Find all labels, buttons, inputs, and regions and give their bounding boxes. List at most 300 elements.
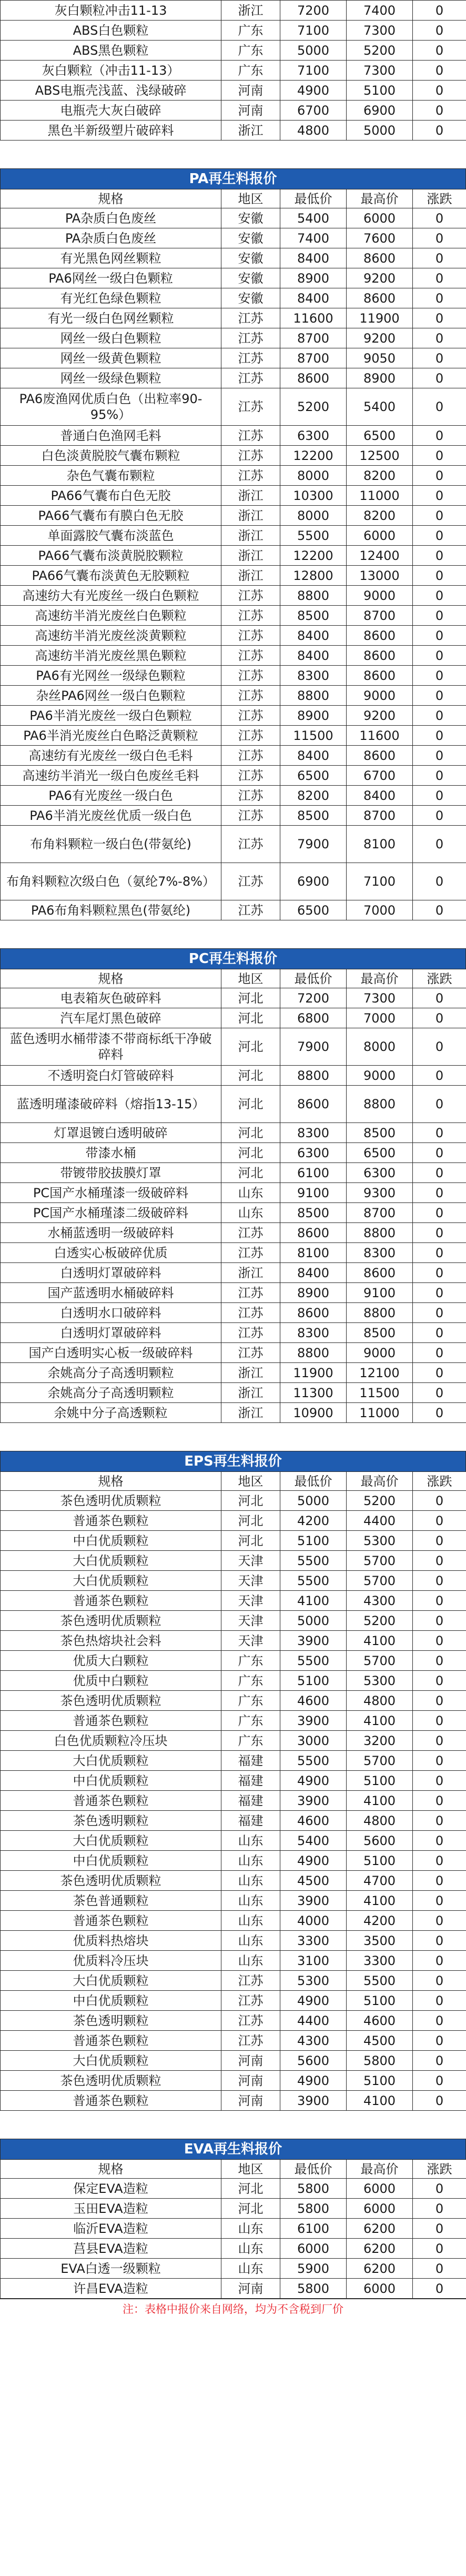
region-cell: 山东 [221,2259,280,2279]
min-price-cell: 9100 [280,1183,347,1203]
max-price-cell: 8200 [347,466,413,486]
region-cell: 江苏 [221,900,280,920]
max-price-cell: 8600 [347,248,413,268]
table-row [1,1571,466,1591]
table-row [1,81,466,101]
table-row [1,1791,466,1811]
min-price-cell: 8800 [280,1066,347,1086]
change-cell: 0 [413,426,466,446]
spec-cell: 高速纺大有光废丝一级白色颗粒 [1,586,221,606]
table-row [1,506,466,526]
max-price-cell: 6000 [347,2279,413,2299]
min-price-cell: 8700 [280,328,347,348]
max-price-cell: 5700 [347,1651,413,1671]
min-price-cell: 8700 [280,348,347,368]
change-cell: 0 [413,1086,466,1123]
table-row [1,1143,466,1163]
change-cell: 0 [413,388,466,426]
region-cell: 河北 [221,2179,280,2199]
min-price-cell: 8500 [280,1203,347,1223]
min-price-cell: 4300 [280,2031,347,2051]
max-price-cell: 8700 [347,806,413,826]
table-header-row [1,189,466,208]
spec-cell: 大白优质颗粒 [1,1551,221,1571]
table-row [1,806,466,826]
table-row [1,61,466,81]
region-cell: 河南 [221,81,280,101]
table-row [1,1511,466,1531]
min-price-cell: 4000 [280,1911,347,1931]
max-price-cell: 4800 [347,1691,413,1711]
section-title: PC再生料报价 [0,948,466,969]
spec-cell: 国产蓝透明水桶破碎料 [1,1283,221,1303]
region-cell: 江苏 [221,2011,280,2031]
table-row [1,368,466,388]
table-row [1,2219,466,2239]
max-price-cell: 6000 [347,2179,413,2199]
spec-cell: 有光红色绿色颗粒 [1,288,221,308]
min-price-cell: 6500 [280,900,347,920]
table-row [1,1163,466,1183]
table-row [1,1971,466,1991]
change-cell: 0 [413,1028,466,1066]
change-cell: 0 [413,506,466,526]
table-row [1,1631,466,1651]
max-price-cell: 8200 [347,506,413,526]
spec-cell: 优质料冷压块 [1,1951,221,1971]
region-cell: 山东 [221,2219,280,2239]
region-cell: 河南 [221,2279,280,2299]
price-section [0,0,466,141]
change-cell: 0 [413,2179,466,2199]
min-price-cell: 5900 [280,2259,347,2279]
min-price-cell: 8000 [280,466,347,486]
table-row [1,41,466,61]
column-header: 最高价 [347,189,413,208]
table-row [1,2239,466,2259]
change-cell: 0 [413,288,466,308]
min-price-cell: 5500 [280,1571,347,1591]
section-title: PA再生料报价 [0,168,466,189]
max-price-cell: 7100 [347,863,413,900]
max-price-cell: 6300 [347,1163,413,1183]
max-price-cell: 11600 [347,726,413,746]
spec-cell: 高速纺半消光废丝黑色颗粒 [1,646,221,666]
region-cell: 江苏 [221,646,280,666]
spec-cell: 茶色透明优质颗粒 [1,1691,221,1711]
region-cell: 山东 [221,1951,280,1971]
min-price-cell: 8400 [280,288,347,308]
spec-cell: 余姚中分子高透颗粒 [1,1403,221,1423]
table-row [1,121,466,141]
change-cell: 0 [413,1183,466,1203]
change-cell: 0 [413,2091,466,2111]
change-cell: 0 [413,586,466,606]
change-cell: 0 [413,1491,466,1511]
min-price-cell: 4600 [280,1811,347,1831]
table-row [1,446,466,466]
change-cell: 0 [413,208,466,228]
spec-cell: PA6有光废丝一级白色 [1,786,221,806]
region-cell: 山东 [221,1203,280,1223]
max-price-cell: 9000 [347,686,413,706]
max-price-cell: 8600 [347,666,413,686]
min-price-cell: 7900 [280,1028,347,1066]
min-price-cell: 7400 [280,228,347,248]
max-price-cell: 4100 [347,1791,413,1811]
region-cell: 浙江 [221,1383,280,1403]
column-header: 涨跌 [413,2160,466,2179]
table-row [1,1711,466,1731]
change-cell: 0 [413,1243,466,1263]
max-price-cell: 6700 [347,766,413,786]
table-row [1,348,466,368]
spec-cell: 电瓶壳大灰白破碎 [1,101,221,121]
table-row [1,228,466,248]
spec-cell: 大白优质颗粒 [1,1571,221,1591]
change-cell: 0 [413,1263,466,1283]
min-price-cell: 12200 [280,546,347,566]
change-cell: 0 [413,646,466,666]
min-price-cell: 5200 [280,388,347,426]
min-price-cell: 7200 [280,988,347,1008]
region-cell: 浙江 [221,486,280,506]
max-price-cell: 7000 [347,1008,413,1028]
min-price-cell: 5500 [280,1551,347,1571]
max-price-cell: 5100 [347,1771,413,1791]
max-price-cell: 5600 [347,1831,413,1851]
max-price-cell: 8800 [347,1303,413,1323]
section-spacer [0,1423,466,1451]
table-row [1,1203,466,1223]
region-cell: 江苏 [221,1243,280,1263]
max-price-cell: 11500 [347,1383,413,1403]
spec-cell: 白透明水口破碎料 [1,1303,221,1323]
spec-cell: 白透实心板破碎优质 [1,1243,221,1263]
min-price-cell: 5400 [280,208,347,228]
change-cell: 0 [413,746,466,766]
spec-cell: 高速纺有光废丝一级白色毛料 [1,746,221,766]
min-price-cell: 12800 [280,566,347,586]
column-header: 涨跌 [413,969,466,988]
section-spacer [0,141,466,168]
spec-cell: 白色淡黄脱胶气囊布颗粒 [1,446,221,466]
max-price-cell: 5200 [347,1491,413,1511]
min-price-cell: 5000 [280,1491,347,1511]
min-price-cell: 6000 [280,2239,347,2259]
table-row [1,988,466,1008]
region-cell: 山东 [221,1891,280,1911]
min-price-cell: 6300 [280,1143,347,1163]
min-price-cell: 8600 [280,368,347,388]
table-row [1,426,466,446]
region-cell: 江苏 [221,1283,280,1303]
max-price-cell: 6000 [347,208,413,228]
spec-cell: 普通茶色颗粒 [1,1791,221,1811]
change-cell: 0 [413,1343,466,1363]
spec-cell: 普通茶色颗粒 [1,1711,221,1731]
spec-cell: 保定EVA造粒 [1,2179,221,2199]
region-cell: 江苏 [221,586,280,606]
change-cell: 0 [413,446,466,466]
change-cell: 0 [413,1671,466,1691]
table-row [1,1731,466,1751]
spec-cell: PA6有光网丝一级绿色颗粒 [1,666,221,686]
change-cell: 0 [413,1771,466,1791]
column-header: 规格 [1,2160,221,2179]
region-cell: 河北 [221,1531,280,1551]
min-price-cell: 8400 [280,1263,347,1283]
region-cell: 江苏 [221,686,280,706]
table-row [1,686,466,706]
max-price-cell: 8600 [347,626,413,646]
max-price-cell: 6200 [347,2259,413,2279]
min-price-cell: 5600 [280,2051,347,2071]
max-price-cell: 5200 [347,1611,413,1631]
min-price-cell: 8900 [280,706,347,726]
section-title: EVA再生料报价 [0,2139,466,2159]
min-price-cell: 5800 [280,2179,347,2199]
change-cell: 0 [413,1143,466,1163]
spec-cell: EVA白透一级颗粒 [1,2259,221,2279]
change-cell: 0 [413,1991,466,2011]
change-cell: 0 [413,61,466,81]
region-cell: 天津 [221,1571,280,1591]
min-price-cell: 5800 [280,2279,347,2299]
spec-cell: PA杂质白色废丝 [1,208,221,228]
region-cell: 河北 [221,1123,280,1143]
max-price-cell: 4100 [347,1711,413,1731]
max-price-cell: 6900 [347,101,413,121]
table-row [1,1183,466,1203]
max-price-cell: 5700 [347,1551,413,1571]
spec-cell: 茶色透明颗粒 [1,2011,221,2031]
change-cell: 0 [413,546,466,566]
region-cell: 江苏 [221,626,280,646]
table-row [1,1403,466,1423]
change-cell: 0 [413,1223,466,1243]
max-price-cell: 5700 [347,1751,413,1771]
table-row [1,786,466,806]
spec-cell: 杂色气囊布颗粒 [1,466,221,486]
max-price-cell: 8600 [347,288,413,308]
spec-cell: 单面露胶气囊布淡蓝色 [1,526,221,546]
change-cell: 0 [413,686,466,706]
region-cell: 安徽 [221,248,280,268]
region-cell: 河南 [221,2091,280,2111]
min-price-cell: 3300 [280,1931,347,1951]
max-price-cell: 8100 [347,826,413,863]
min-price-cell: 3900 [280,1631,347,1651]
table-row [1,1343,466,1363]
table-row [1,666,466,686]
table-row [1,1871,466,1891]
region-cell: 江苏 [221,1971,280,1991]
max-price-cell: 12400 [347,546,413,566]
spec-cell: 普通茶色颗粒 [1,1911,221,1931]
spec-cell: 中白优质颗粒 [1,1531,221,1551]
change-cell: 0 [413,1691,466,1711]
min-price-cell: 4500 [280,1871,347,1891]
min-price-cell: 3900 [280,1891,347,1911]
min-price-cell: 3900 [280,1791,347,1811]
change-cell: 0 [413,1066,466,1086]
change-cell: 0 [413,1531,466,1551]
min-price-cell: 5500 [280,1751,347,1771]
change-cell: 0 [413,1323,466,1343]
min-price-cell: 8300 [280,1123,347,1143]
min-price-cell: 4200 [280,1511,347,1531]
spec-cell: 大白优质颗粒 [1,2051,221,2071]
max-price-cell: 6000 [347,526,413,546]
region-cell: 广东 [221,21,280,41]
region-cell: 天津 [221,1551,280,1571]
change-cell: 0 [413,1611,466,1631]
change-cell: 0 [413,2199,466,2219]
max-price-cell: 8500 [347,1123,413,1143]
table-row [1,1671,466,1691]
region-cell: 江苏 [221,426,280,446]
region-cell: 江苏 [221,766,280,786]
min-price-cell: 11300 [280,1383,347,1403]
change-cell: 0 [413,1,466,21]
spec-cell: PA6半消光废丝白色略泛黄颗粒 [1,726,221,746]
region-cell: 浙江 [221,546,280,566]
max-price-cell: 5700 [347,1571,413,1591]
region-cell: 山东 [221,1871,280,1891]
change-cell: 0 [413,1571,466,1591]
table-row [1,208,466,228]
max-price-cell: 6000 [347,2199,413,2219]
table-row [1,486,466,506]
region-cell: 江苏 [221,606,280,626]
region-cell: 安徽 [221,228,280,248]
region-cell: 广东 [221,1651,280,1671]
min-price-cell: 8300 [280,666,347,686]
spec-cell: ABS黑色颗粒 [1,41,221,61]
column-header: 地区 [221,969,280,988]
change-cell: 0 [413,1363,466,1383]
region-cell: 广东 [221,1711,280,1731]
change-cell: 0 [413,766,466,786]
region-cell: 江苏 [221,726,280,746]
change-cell: 0 [413,2259,466,2279]
region-cell: 河北 [221,1511,280,1531]
spec-cell: 茶色透明优质颗粒 [1,1491,221,1511]
change-cell: 0 [413,348,466,368]
table-row [1,606,466,626]
section-title: EPS再生料报价 [0,1451,466,1471]
spec-cell: 高速纺半消光废丝白色颗粒 [1,606,221,626]
min-price-cell: 8300 [280,1323,347,1343]
change-cell: 0 [413,1511,466,1531]
spec-cell: 国产白透明实心板一级破碎料 [1,1343,221,1363]
max-price-cell: 4100 [347,1891,413,1911]
change-cell: 0 [413,1651,466,1671]
min-price-cell: 8400 [280,746,347,766]
max-price-cell: 8400 [347,786,413,806]
table-row [1,546,466,566]
table-row [1,2091,466,2111]
region-cell: 浙江 [221,121,280,141]
region-cell: 浙江 [221,1263,280,1283]
spec-cell: 茶色透明优质颗粒 [1,1871,221,1891]
change-cell: 0 [413,1631,466,1651]
region-cell: 江苏 [221,388,280,426]
change-cell: 0 [413,368,466,388]
min-price-cell: 10900 [280,1403,347,1423]
change-cell: 0 [413,21,466,41]
max-price-cell: 5100 [347,1991,413,2011]
max-price-cell: 8800 [347,1223,413,1243]
spec-cell: 临沂EVA造粒 [1,2219,221,2239]
max-price-cell: 11000 [347,1403,413,1423]
spec-cell: 茶色透明优质颗粒 [1,2071,221,2091]
min-price-cell: 11500 [280,726,347,746]
table-row [1,268,466,288]
table-row [1,1691,466,1711]
table-header-row [1,2160,466,2179]
region-cell: 河南 [221,2051,280,2071]
spec-cell: 普通茶色颗粒 [1,1591,221,1611]
price-table [0,1471,466,2111]
column-header: 地区 [221,2160,280,2179]
table-row [1,1771,466,1791]
region-cell: 江苏 [221,1991,280,2011]
column-header: 最低价 [280,1472,347,1491]
table-row [1,2071,466,2091]
min-price-cell: 6100 [280,1163,347,1183]
table-row [1,1243,466,1263]
min-price-cell: 7100 [280,21,347,41]
spec-cell: 余姚高分子高透明颗粒 [1,1363,221,1383]
spec-cell: PA杂质白色废丝 [1,228,221,248]
max-price-cell: 5100 [347,81,413,101]
min-price-cell: 8600 [280,1303,347,1323]
change-cell: 0 [413,248,466,268]
min-price-cell: 4900 [280,1851,347,1871]
max-price-cell: 5100 [347,1851,413,1871]
table-row [1,2279,466,2299]
max-price-cell: 5500 [347,1971,413,1991]
min-price-cell: 5000 [280,1611,347,1631]
max-price-cell: 5800 [347,2051,413,2071]
min-price-cell: 4600 [280,1691,347,1711]
min-price-cell: 3900 [280,1711,347,1731]
spec-cell: 大白优质颗粒 [1,1751,221,1771]
max-price-cell: 9000 [347,1343,413,1363]
spec-cell: 白透明灯罩破碎料 [1,1323,221,1343]
change-cell: 0 [413,1971,466,1991]
table-row [1,900,466,920]
region-cell: 广东 [221,61,280,81]
spec-cell: 布角料颗粒一级白色(带氨纶) [1,826,221,863]
spec-cell: 蓝透明瑾漆破碎料（熔指13-15） [1,1086,221,1123]
change-cell: 0 [413,121,466,141]
change-cell: 0 [413,1303,466,1323]
max-price-cell: 9200 [347,706,413,726]
min-price-cell: 4100 [280,1591,347,1611]
min-price-cell: 10300 [280,486,347,506]
max-price-cell: 9300 [347,1183,413,1203]
table-row [1,1028,466,1066]
min-price-cell: 6700 [280,101,347,121]
max-price-cell: 4300 [347,1591,413,1611]
min-price-cell: 7100 [280,61,347,81]
price-table [0,969,466,1423]
max-price-cell: 8900 [347,368,413,388]
change-cell: 0 [413,1591,466,1611]
